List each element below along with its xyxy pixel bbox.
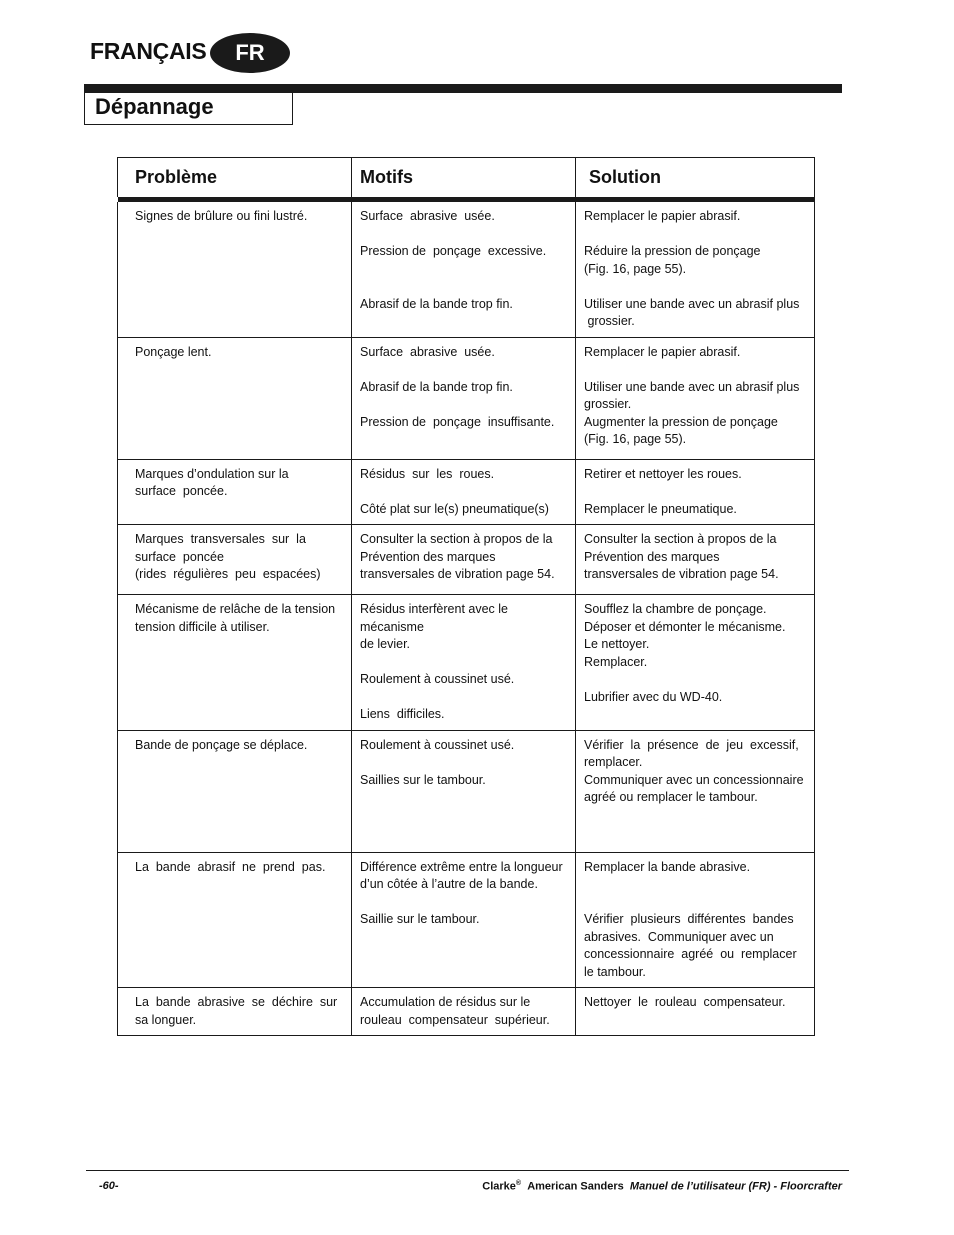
problem-cell xyxy=(118,525,352,595)
problem-cell xyxy=(118,730,352,852)
cell-line: sa longuer. xyxy=(135,1012,197,1027)
cell-line: Résidus interfèrent avec le mécanisme xyxy=(360,602,512,634)
causes-cell xyxy=(352,337,576,459)
causes-cell xyxy=(352,525,576,595)
cell-line: le tambour. xyxy=(584,964,646,979)
column-header-solution: Solution xyxy=(576,158,815,198)
cell-line: grossier. xyxy=(584,397,632,411)
cell-line: Vérifier plusieurs différentes bandes xyxy=(584,912,794,926)
causes-cell xyxy=(352,852,576,988)
cell-line xyxy=(360,689,569,707)
cell-line: transversales de vibration page 54. xyxy=(584,567,779,581)
cell-line: Consulter la section à propos de la xyxy=(360,532,553,546)
footer-rule xyxy=(86,1170,849,1171)
cell-line: Signes de brûlure ou fini lustré. xyxy=(135,209,308,223)
table-row xyxy=(118,988,815,1036)
cell-line: Soufflez la chambre de ponçage. xyxy=(584,602,767,616)
solution-cell xyxy=(576,337,815,459)
table-row xyxy=(118,595,815,731)
cell-line: Déposer et démonter le mécanisme. xyxy=(584,619,786,634)
troubleshooting-table xyxy=(117,157,815,1036)
cell-line: Mécanisme de relâche de la tension xyxy=(135,602,336,616)
cell-line xyxy=(584,278,808,296)
cell-line: Différence extrême entre la longueur xyxy=(360,859,563,874)
cell-line: Saillies sur le tambour. xyxy=(360,772,486,787)
cell-line: Communiquer avec un concessionnaire xyxy=(584,772,804,787)
cell-line xyxy=(584,226,808,244)
cell-line: Utiliser une bande avec un abrasif plus xyxy=(584,296,800,311)
cell-line: d’un côtée à l’autre de la bande. xyxy=(360,877,538,891)
cell-line: Remplacer le papier abrasif. xyxy=(584,344,741,359)
solution-cell xyxy=(576,202,815,337)
table-row xyxy=(118,730,815,852)
cell-line xyxy=(360,754,569,772)
cell-line: Vérifier la présence de jeu excessif, xyxy=(584,737,799,752)
cell-line xyxy=(360,261,569,279)
cell-line: Roulement à coussinet usé. xyxy=(360,672,515,686)
cell-line xyxy=(584,671,808,689)
cell-line: Surface abrasive usée. xyxy=(360,344,495,359)
cell-line: remplacer. xyxy=(584,755,643,769)
column-header-problem: Problème xyxy=(118,158,352,198)
causes-cell xyxy=(352,730,576,852)
footer-brand xyxy=(482,1180,842,1193)
cell-line: La bande abrasive se déchire sur xyxy=(135,995,338,1009)
cell-line: (Fig. 16, page 55). xyxy=(584,432,687,446)
cell-line: Roulement à coussinet usé. xyxy=(360,737,515,752)
cell-line: La bande abrasif ne prend pas. xyxy=(135,859,326,874)
cell-line: de levier. xyxy=(360,637,411,651)
language-label: FRANÇAIS xyxy=(90,38,207,64)
cell-line: abrasives. Communiquer avec un xyxy=(584,929,774,944)
cell-line xyxy=(584,483,808,501)
cell-line: rouleau compensateur supérieur. xyxy=(360,1012,550,1027)
language-badge: FR xyxy=(210,33,290,73)
cell-line: Pression de ponçage excessive. xyxy=(360,244,547,258)
registered-mark: ® xyxy=(515,1180,522,1187)
cell-line: Utiliser une bande avec un abrasif plus xyxy=(584,379,800,394)
cell-line xyxy=(360,226,569,244)
cell-line: Nettoyer le rouleau compensateur. xyxy=(584,995,786,1009)
cell-line: Réduire la pression de ponçage xyxy=(584,244,761,258)
solution-cell xyxy=(576,459,815,525)
cell-line: Le nettoyer. xyxy=(584,637,650,651)
table-row xyxy=(118,459,815,525)
cell-line: Remplacer le papier abrasif. xyxy=(584,209,741,223)
cell-line: Prévention des marques xyxy=(584,549,720,564)
cell-line: agréé ou remplacer le tambour. xyxy=(584,790,758,804)
cell-line xyxy=(360,361,569,379)
cell-line xyxy=(360,483,569,501)
solution-cell xyxy=(576,595,815,731)
cell-line: Côté plat sur le(s) pneumatique(s) xyxy=(360,501,549,516)
cell-line: Bande de ponçage se déplace. xyxy=(135,737,308,752)
cell-line: Remplacer la bande abrasive. xyxy=(584,859,751,874)
cell-line xyxy=(584,876,808,894)
section-title: Dépannage xyxy=(84,92,293,125)
cell-line: Prévention des marques xyxy=(360,549,496,564)
solution-cell xyxy=(576,730,815,852)
cell-line: Ponçage lent. xyxy=(135,344,212,359)
cell-line: Abrasif de la bande trop fin. xyxy=(360,379,513,394)
table-row xyxy=(118,202,815,337)
problem-cell xyxy=(118,459,352,525)
table-header-row xyxy=(118,158,815,198)
causes-cell xyxy=(352,988,576,1036)
problem-cell xyxy=(118,852,352,988)
causes-cell xyxy=(352,595,576,731)
cell-line: Liens difficiles. xyxy=(360,707,445,721)
table-row xyxy=(118,337,815,459)
column-header-causes: Motifs xyxy=(352,158,576,198)
cell-line: Augmenter la pression de ponçage xyxy=(584,414,778,429)
cell-line: Remplacer. xyxy=(584,654,648,669)
cell-line: Surface abrasive usée. xyxy=(360,209,495,223)
brand-name: Clarke xyxy=(482,1180,516,1193)
causes-cell xyxy=(352,202,576,337)
cell-line xyxy=(360,396,569,414)
cell-line xyxy=(360,894,569,912)
cell-line: Marques transversales sur la xyxy=(135,532,306,546)
cell-line: (rides régulières peu espacées) xyxy=(135,567,321,581)
page-number: -60- xyxy=(99,1180,119,1192)
cell-line: Lubrifier avec du WD-40. xyxy=(584,689,723,704)
table-row xyxy=(118,525,815,595)
cell-line: Consulter la section à propos de la xyxy=(584,532,777,546)
cell-line xyxy=(360,654,569,672)
manual-title: Manuel de l’utilisateur (FR) - Floorcrafter xyxy=(629,1180,842,1193)
cell-line xyxy=(584,894,808,912)
cell-line: Saillie sur le tambour. xyxy=(360,912,480,926)
cell-line: Marques d’ondulation sur la xyxy=(135,466,289,481)
cell-line: surface poncée. xyxy=(135,484,228,498)
problem-cell xyxy=(118,337,352,459)
cell-line: Résidus sur les roues. xyxy=(360,466,495,481)
cell-line: concessionnaire agréé ou remplacer xyxy=(584,947,797,961)
table-body xyxy=(118,202,815,1036)
cell-line xyxy=(360,278,569,296)
cell-line: transversales de vibration page 54. xyxy=(360,567,555,581)
cell-line: Accumulation de résidus sur le xyxy=(360,995,531,1009)
cell-line: Abrasif de la bande trop fin. xyxy=(360,296,513,311)
problem-cell xyxy=(118,595,352,731)
cell-line: Pression de ponçage insuffisante. xyxy=(360,414,555,429)
cell-line: Retirer et nettoyer les roues. xyxy=(584,466,742,481)
cell-line: surface poncée xyxy=(135,549,224,564)
solution-cell xyxy=(576,525,815,595)
table-row xyxy=(118,852,815,988)
problem-cell xyxy=(118,202,352,337)
cell-line xyxy=(584,361,808,379)
cell-line: (Fig. 16, page 55). xyxy=(584,261,687,276)
solution-cell xyxy=(576,988,815,1036)
solution-cell xyxy=(576,852,815,988)
cell-line: grossier. xyxy=(584,314,635,328)
company-name: American Sanders xyxy=(527,1180,624,1193)
cell-line: tension difficile à utiliser. xyxy=(135,619,270,634)
cell-line: Remplacer le pneumatique. xyxy=(584,501,737,516)
problem-cell xyxy=(118,988,352,1036)
causes-cell xyxy=(352,459,576,525)
